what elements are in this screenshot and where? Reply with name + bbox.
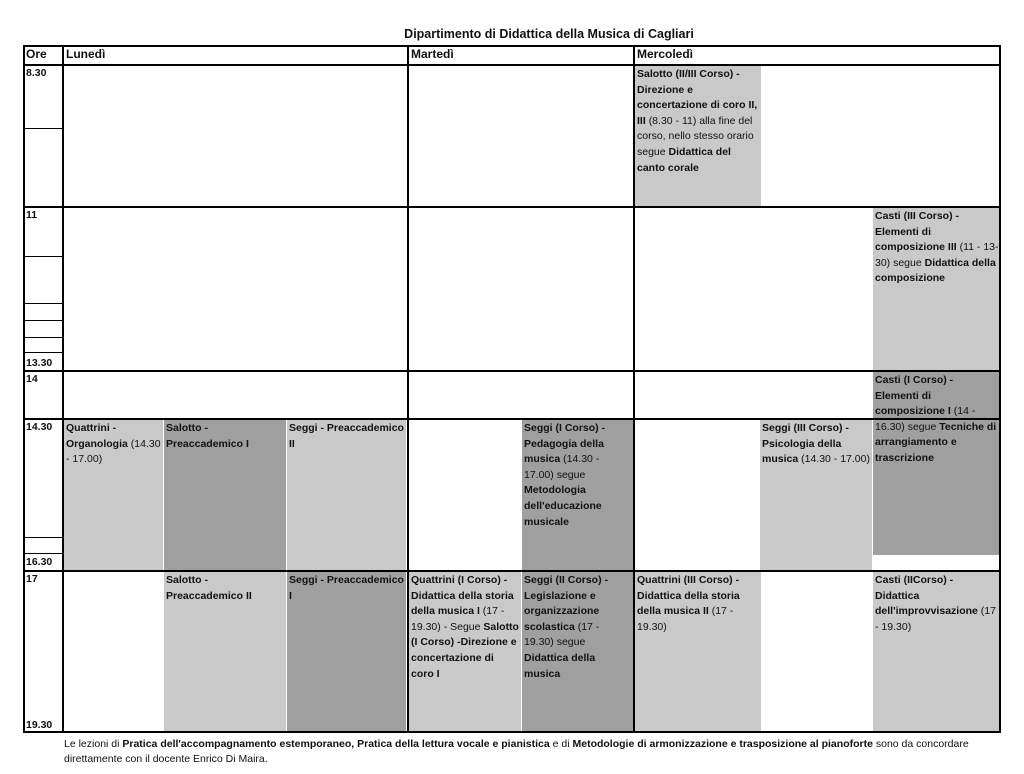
slot-detail: (17 - 19.30) segue (524, 620, 600, 649)
note-bold: Pratica dell'accompagnamento estemporaneo, Pratica della lettura vocale e pianistica (122, 738, 550, 750)
time-label: 14 (26, 373, 38, 385)
col-divider-ore (62, 45, 64, 733)
slot-subject: Didattica del canto corale (637, 145, 731, 174)
header-lunedi: Lunedì (66, 47, 106, 61)
time-tick (23, 553, 63, 554)
time-label: 8.30 (26, 67, 47, 79)
header-martedi: Martedì (411, 47, 454, 61)
col-divider-mercoledi (633, 45, 635, 733)
slot-subject: Didattica della composizione (875, 256, 996, 285)
slot-title: Salotto (II/III Corso) - Direzione e concertazione di coro II, III (637, 68, 758, 127)
row-divider-1430 (23, 418, 1001, 420)
time-label: 16.30 (26, 556, 53, 568)
slot-detail: (14.30 - 17.00) (801, 453, 870, 466)
timetable-grid (23, 45, 1001, 733)
slot-title: Quattrini (I Corso) - Didattica della storia della musica I (411, 574, 514, 618)
note-text: e di (552, 738, 570, 750)
time-tick (23, 303, 63, 304)
page-title: Dipartimento di Didattica della Musica di Cagliari (404, 27, 694, 41)
time-tick (23, 352, 63, 353)
slot-title: Quattrini (III Corso) - Didattica della storia della musica II (637, 574, 740, 618)
slot-title: Quattrini - Organologia (66, 422, 128, 450)
slot-title: Casti (IICorso) - Didattica dell'improvvisazione (875, 574, 978, 618)
slot-subject: Tecniche di arrangiamento e trascrizione (875, 420, 997, 464)
slot-detail: (11 - 13-30) segue (875, 241, 999, 269)
header-mercoledi: Mercoledì (637, 47, 694, 61)
slot-title: Seggi (II Corso) - Legislazione e organizzazione scolastica (524, 574, 608, 633)
row-divider-14 (23, 370, 1001, 372)
time-label: 17 (26, 573, 38, 585)
col-divider-martedi (407, 45, 409, 733)
header-ore: Ore (26, 47, 47, 61)
slot-title: Casti (I Corso) - Elementi di composizione I (875, 374, 954, 418)
note-text: Le lezioni di (64, 738, 120, 750)
row-divider-17 (23, 570, 1001, 572)
slot-detail: (17 - 19.30) - Segue (411, 605, 505, 633)
note-text: sono da concordare direttamente con il docente Enrico Di Maira. (64, 738, 969, 765)
time-tick (23, 320, 63, 321)
header-divider (23, 64, 1001, 66)
time-tick (23, 256, 63, 257)
slot-subject: Didattica della musica (524, 651, 596, 680)
slot-title: Seggi (I Corso) - Pedagogia della musica (524, 422, 606, 466)
slot-title: Seggi - Preaccademico I (289, 574, 404, 602)
time-label: 19.30 (26, 719, 53, 731)
slot-title: Salotto - Preaccademico I (166, 422, 249, 450)
note-bold: Metodologie di armonizzazione e trasposizione al pianoforte (572, 738, 873, 750)
time-tick (23, 128, 63, 129)
time-tick (23, 537, 63, 538)
slot-subject: Salotto (I Corso) -Direzione e concertazione di coro I (411, 620, 519, 680)
footnote (64, 737, 984, 767)
slot-detail: (14 - 16.30) segue (875, 405, 976, 433)
row-divider-11 (23, 206, 1001, 208)
time-tick (23, 337, 63, 338)
slot-detail: (17 - 19.30) (875, 605, 996, 633)
slot-title: Seggi (III Corso) - Psicologia della musica (762, 422, 849, 466)
slot-title: Seggi - Preaccademico II (289, 422, 404, 450)
slot-title: Casti (III Corso) - Elementi di composizione III (875, 210, 960, 254)
slot-title: Salotto - Preaccademico II (166, 574, 252, 602)
slot-detail: (14.30 - 17.00) (66, 437, 161, 466)
slot-detail: (17 - 19.30) (637, 605, 734, 633)
slot-subject: Metodologia dell'educazione musicale (524, 484, 602, 528)
time-label: 11 (26, 209, 38, 221)
slot-detail: (14.30 - 17.00) segue (524, 453, 600, 481)
time-label: 14.30 (26, 421, 53, 433)
time-label: 13.30 (26, 357, 53, 369)
slot-detail: (8.30 - 11) alla fine del corso, nello stesso orario segue (637, 114, 754, 158)
